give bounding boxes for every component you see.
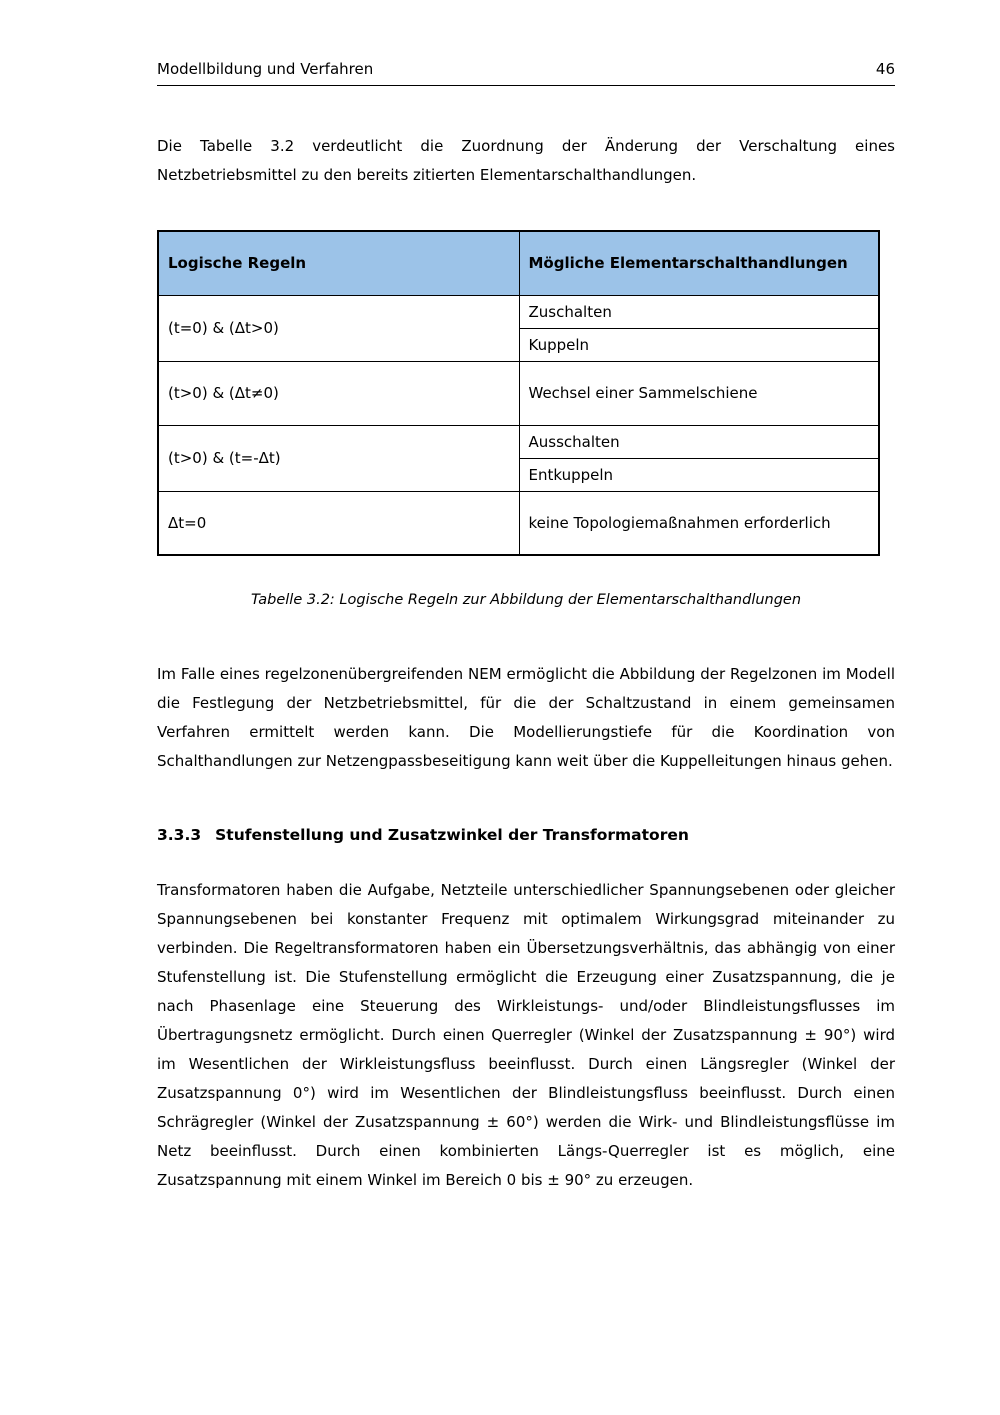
rule-cell: (t>0) & (t=-Δt)	[158, 425, 519, 491]
nem-paragraph: Im Falle eines regelzonenübergreifenden NEM ermöglicht die Abbildung der Regelzonen im Modell die Festlegung der Netzbetriebsmittel, für die der Schaltzustand in einem gemeinsamen Verfahren ermittelt werden kann. Die Modellierungstiefe für die Koordination von Schalthandlungen zur Netzengpassbeseitigung kann weit über die Kuppelleitungen hinaus gehen.	[157, 665, 895, 770]
table-row	[158, 295, 879, 328]
intro-paragraph: Die Tabelle 3.2 verdeutlicht die Zuordnung der Änderung der Verschaltung eines Netzbetriebsmittel zu den bereits zitierten Elementarschalthandlungen.	[157, 137, 895, 184]
table-row	[158, 491, 879, 555]
table-header-actions: Mögliche Elementarschalthandlungen	[519, 231, 879, 295]
section-heading	[157, 826, 895, 844]
section-title: Stufenstellung und Zusatzwinkel der Transformatoren	[215, 826, 689, 844]
section-number: 3.3.3	[157, 826, 202, 844]
rule-cell: (t>0) & (Δt≠0)	[158, 361, 519, 425]
action-cell: keine Topologiemaßnahmen erforderlich	[519, 491, 879, 555]
action-cell: Wechsel einer Sammelschiene	[519, 361, 879, 425]
rule-cell: (t=0) & (Δt>0)	[158, 295, 519, 361]
running-header-title: Modellbildung und Verfahren	[157, 60, 374, 78]
action-cell: Zuschalten	[519, 295, 879, 328]
page-number: 46	[875, 60, 895, 78]
action-cell: Kuppeln	[519, 328, 879, 361]
rules-table	[157, 230, 880, 556]
rule-cell: Δt=0	[158, 491, 519, 555]
table-caption: Tabelle 3.2: Logische Regeln zur Abbildung der Elementarschalthandlungen	[250, 592, 802, 608]
action-cell: Ausschalten	[519, 425, 879, 458]
table-header-rules: Logische Regeln	[158, 231, 519, 295]
document-page	[157, 0, 895, 1195]
table-header-row	[158, 231, 879, 295]
action-cell: Entkuppeln	[519, 458, 879, 491]
table-row	[158, 361, 879, 425]
running-header	[157, 60, 895, 86]
table-row	[158, 425, 879, 458]
transformers-paragraph: Transformatoren haben die Aufgabe, Netzteile unterschiedlicher Spannungsebenen oder gleicher Spannungsebenen bei konstanter Frequenz mit optimalem Wirkungsgrad miteinander zu verbinden. Die Regeltransformatoren haben ein Übersetzungsverhältnis, das abhängig von einer Stufenstellung ist. Die Stufenstellung ermöglicht die Erzeugung einer Zusatzspannung, die je nach Phasenlage eine Steuerung des Wirkleistungs- und/oder Blindleistungsflusses im Übertragungsnetz ermöglicht. Durch einen Querregler (Winkel der Zusatzspannung ± 90°) wird im Wesentlichen der Wirkleistungsfluss beeinflusst. Durch einen Längsregler (Winkel der Zusatzspannung 0°) wird im Wesentlichen der Blindleistungsfluss beeinflusst. Durch einen Schrägregler (Winkel der Zusatzspannung ± 60°) werden die Wirk- und Blindleistungsflüsse im Netz beeinflusst. Durch einen kombinierten Längs-Querregler ist es möglich, eine Zusatzspannung mit einem Winkel im Bereich 0 bis ± 90° zu erzeugen.	[157, 881, 895, 1189]
